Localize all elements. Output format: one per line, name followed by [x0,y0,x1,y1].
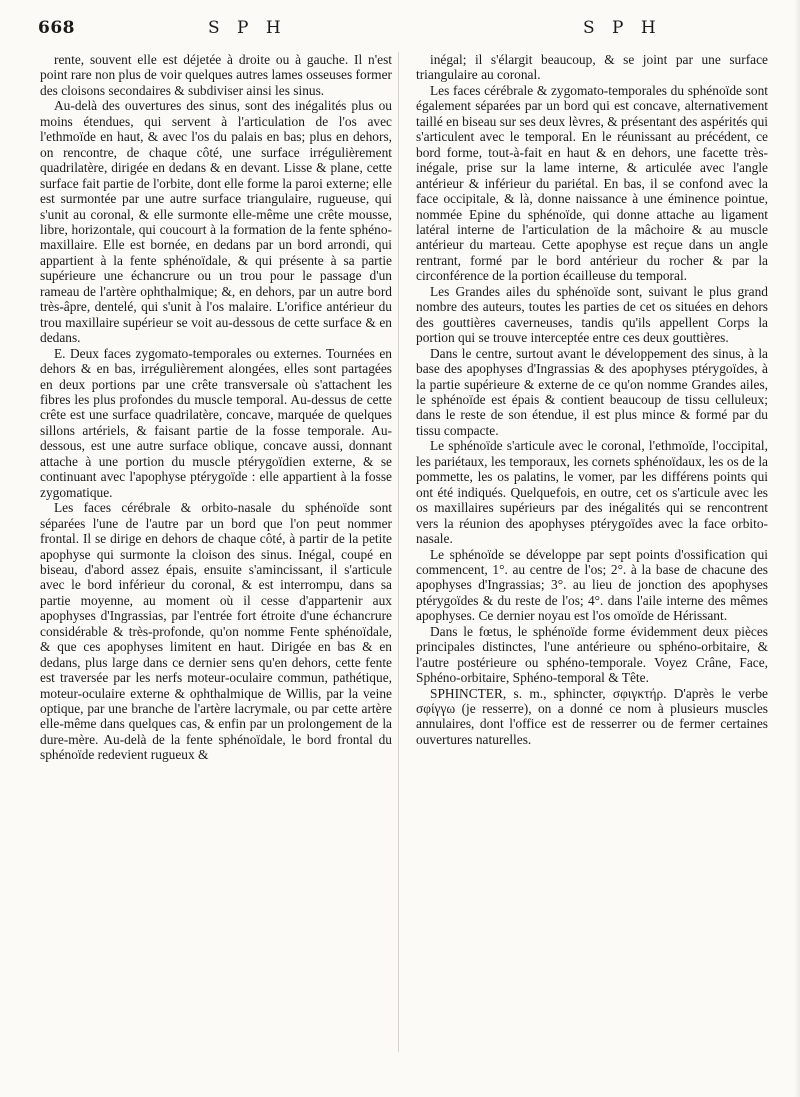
paragraph: Au-delà des ouvertures des sinus, sont des inégalités plus ou moins étendues, qui servent à l'articulation de l'os avec l'ethmoïde en haut, & avec l'os du palais en bas; plus en dehors, on rencontre, de chaque côté, une surface irrégulièrement quadrilatère, dirigée en dedans & en devant. Lisse & plane, cette surface fait partie de l'orbite, dont elle forme la paroi externe; elle est surmontée par une autre surface triangulaire, rugueuse, qui s'unit au coronal, & elle surmonte elle-même une crête mousse, libre, horizontale, qui coucourt à la formation de la fente sphéno-maxillaire. Elle est bornée, en dedans par un bord arrondi, qui appartient à la fente sphénoïdale, & qui présente à sa partie supérieure une échancrure ou un trou pour le passage d'un rameau de l'artère ophthalmique; &, en dehors, par un autre bord très-âpre, dentelé, qui s'unit à l'os malaire. L'orifice antérieur du trou maxillaire supérieur se voit au-dessous de cette surface & en dedans. [40,98,392,346]
right-column [416,52,768,747]
paragraph: SPHINCTER, s. m., sphincter, σφιγκτήρ. D'après le verbe σφίγγω (je resserre), on a donné ce nom à plusieurs muscles annulaires, dont l'office est de resserrer ou de fermer certaines ouvertures naturelles. [416,685,768,747]
paragraph: Dans le fœtus, le sphénoïde forme évidemment deux pièces principales distinctes, l'une antérieure ou sphéno-orbitaire, & l'autre postérieure ou sphéno-temporale. Voyez Crâne, Face, Sphéno-orbitaire, Sphéno-temporal & Tête. [416,623,768,686]
running-title-right: S P H [583,18,662,38]
page-number: 668 [38,18,75,38]
paragraph: Dans le centre, surtout avant le développement des sinus, à la base des apophyses d'Ingrassias & des apophyses ptérygoïdes, à la partie supérieure & externe de ce qu'on nomme Grandes ailes, le sphénoïde est épais & contient beaucoup de tissu celluleux; dans le reste de son étendue, il est plus mince & formé par du tissu compacte. [416,345,768,438]
paragraph: E. Deux faces zygomato-temporales ou externes. Tournées en dehors & en bas, irrégulièrement alongées, elles sont partagées en deux portions par une crête transversale où s'attachent les fibres les plus profondes du muscle temporal. Au-dessus de cette crête est une surface quadrilatère, concave, marquée de quelques sillons artériels, & faisant partie de la fosse temporale. Au-dessous, est une autre surface oblique, concave aussi, donnant attache à une portion du muscle ptérygoïdien externe, & se continuant avec l'apophyse ptérygoïde : elle appartient à la fosse zygomatique. [40,345,392,500]
paragraph: Le sphénoïde s'articule avec le coronal, l'ethmoïde, l'occipital, les pariétaux, les temporaux, les cornets sphénoïdaux, les os de la pommette, les os palatins, le vomer, par les différens points qui ont été indiqués. Quelquefois, en outre, cet os s'articule avec les os maxillaires supérieurs par des inégalités qui se rencontrent vers la réunion des apophyses ptérygoïdes avec la face orbito-nasale. [416,438,768,547]
page-edge-shadow [794,0,800,1097]
paragraph: rente, souvent elle est déjetée à droite ou à gauche. Il n'est point rare non plus de voir quelques autres lames osseuses former des cloisons secondaires & subdiviser ainsi les sinus. [40,52,392,98]
paragraph: Les faces cérébrale & zygomato-temporales du sphénoïde sont également séparées par un bord qui est concave, alternativement taillé en biseau sur ses deux lèvres, & présentant des aspérités qui s'articulent avec le temporal. En le réunissant au précédent, ce bord forme, tout-à-fait en haut & en dehors, une facette très-inégale, prise sur la lame interne, & articulée avec l'angle antérieur & inférieur du pariétal. En bas, il se confond avec la face occipitale, & là, donne naissance à une éminence pointue, nommée Epine du sphénoïde, qui donne attache au ligament latéral interne de l'articulation de la mâchoire & au muscle antérieur du marteau. Cette apophyse est reçue dans un angle rentrant, formé par le bord antérieur du rocher & par la circonférence de la portion écailleuse du temporal. [416,82,768,284]
running-head [38,14,762,44]
column-divider [398,52,399,1052]
left-column [40,52,392,763]
paragraph: Les Grandes ailes du sphénoïde sont, suivant le plus grand nombre des auteurs, toutes les parties de cet os situées en dehors des gouttières caverneuses, tandis qu'ils appellent Corps la portion qui se trouve interceptée entre ces deux gouttières. [416,283,768,346]
paragraph: inégal; il s'élargit beaucoup, & se joint par une surface triangulaire au coronal. [416,52,768,83]
paragraph: Les faces cérébrale & orbito-nasale du sphénoïde sont séparées l'une de l'autre par un bord que l'on peut nommer frontal. Il se dirige en dehors de chaque côté, à partir de la petite apophyse qui surmonte la cloison des sinus. Inégal, coupé en biseau, d'abord assez épais, ensuite s'amincissant, il s'articule avec le bord inférieur du coronal, & est interrompu, dans sa partie moyenne, au moment où il cesse d'appartenir aux apophyses d'Ingrassias, par l'entrée fort étroite d'une échancrure considérable & très-profonde, qu'on nomme Fente sphénoïdale, & que ces apophyses limitent en haut. Dirigée en bas & en dedans, plus large dans ce dernier sens qu'en dehors, cette fente est traversée par les nerfs moteur-oculaire commun, pathétique, moteur-oculaire externe & ophthalmique de Willis, par la veine optique, par une branche de l'artère lacrymale, ou par cette artère elle-même dans quelques cas, & enfin par un prolongement de la dure-mère. Au-delà de la fente sphénoïdale, le bord frontal du sphénoïde redevient rugueux & [40,500,392,763]
running-title-left: S P H [208,18,287,38]
paragraph: Le sphénoïde se développe par sept points d'ossification qui commencent, 1°. au centre de l'os; 2°. à la base de chacune des apophyses d'Ingrassias; 3°. au lieu de jonction des apophyses ptérygoïdes & du reste de l'os; 4°. dans l'aile interne des mêmes apophyses. Ce dernier noyau est l'os omoïde de Hérissant. [416,546,768,624]
